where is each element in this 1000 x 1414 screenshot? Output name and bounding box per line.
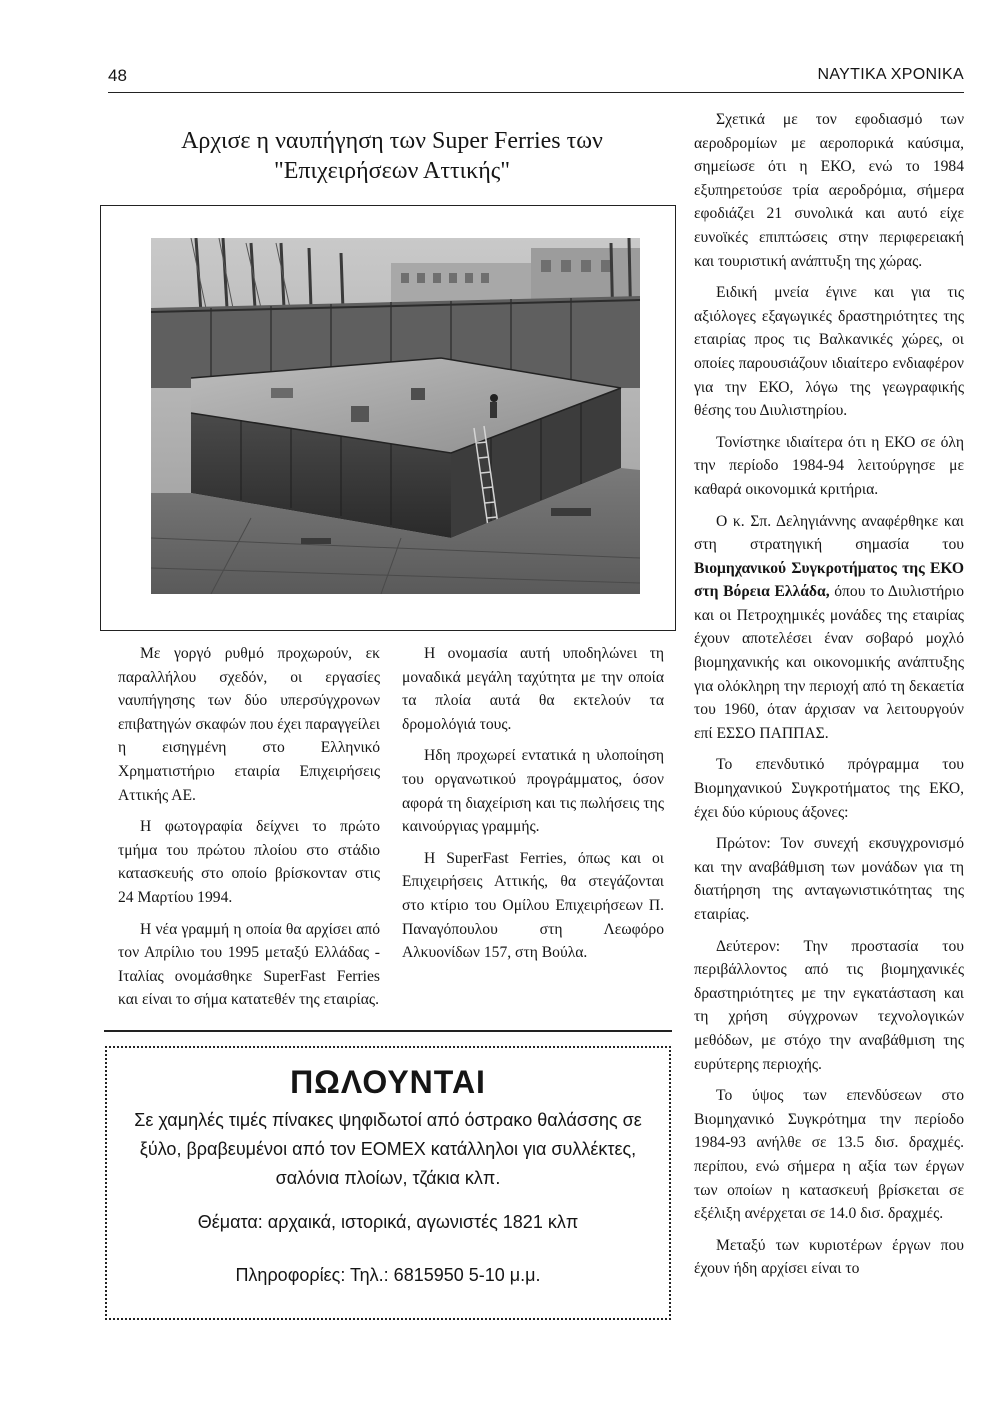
article-paragraph: Το επενδυτικό πρόγραμμα του Βιομηχανικού Συγκροτήματος της ΕΚΟ, έχει δύο κύριους άξονες: — [694, 756, 964, 821]
article-paragraph: Η νέα γραμμή η οποία θα αρχίσει από τον Απρίλιο του 1995 μεταξύ Ελλάδας - Ιταλίας ονομάσθηκε SuperFast Ferries και είναι το σήμα κατατεθέν της εταιρίας. — [118, 920, 380, 1009]
article-column-1 — [118, 642, 380, 1020]
paragraph-text: όπου το Διυλιστήριο και οι Πετροχημικές μονάδες της εταιρίας έχουν αποτελέσει έναν σοβαρό μοχλό βιομηχανικής και οικονομικής ανάπτυξης για ολόκληρη την περιοχή από τη δεκαετία του 1960, όταν άρχισαν να λειτουργούν επί ΕΣΣΟ ΠΑΠΠΑΣ. — [694, 583, 965, 742]
article-paragraph: Τονίστηκε ιδιαίτερα ότι η ΕΚΟ σε όλη την περίοδο 1984-94 λειτούργησε με καθαρά οικονομικά κριτήρια. — [694, 433, 964, 498]
article-column-2 — [402, 642, 664, 973]
article-paragraph: Η SuperFast Ferries, όπως και οι Επιχειρήσεις Αττικής, θα στεγάζονται στο κτίριο του Ομίλου Επιχειρήσεων Π. Παναγόπουλου στη Λεωφόρο Αλκυονίδων 157, στη Βούλα. — [402, 849, 664, 962]
classified-advert — [105, 1046, 671, 1320]
article-paragraph: Μεταξύ των κυριοτέρων έργων που έχουν ήδη αρχίσει είναι το — [694, 1236, 964, 1278]
shipyard-photo — [151, 238, 640, 594]
paragraph-text: Ο κ. Σπ. Δεληγιάννης αναφέρθηκε και στη στρατηγική σημασία του — [694, 512, 964, 554]
advert-topics: Θέματα: αρχαικά, ιστορικά, αγωνιστές 1821 κλπ — [197, 1212, 579, 1232]
running-head: ΝΑΥΤΙΚΑ ΧΡΟΝΙΚΑ — [817, 66, 964, 83]
article-paragraph: Ηδη προχωρεί εντατικά η υλοποίηση του οργανωτικού προγράμματος, όσον αφορά τη διαχείριση και τις πωλήσεις της καινούργιας γραμμής. — [402, 747, 664, 836]
advert-body: Σε χαμηλές τιμές πίνακες ψηφιδωτοί από όστρακο θαλάσσης σε ξύλο, βραβευμένοι από τον ΕΟΜΕΧ κατάλληλοι για συλλέκτες, σαλόνια πλοίων, τζάκια κλπ. — [134, 1110, 642, 1188]
article-paragraph: Ειδική μνεία έγινε και για τις αξιόλογες εξαγωγικές δραστηριότητες της εταιρίας προς τις Βαλκανικές χώρες, οι οποίες παρουσιάζουν ιδιαίτερο ενδιαφέρον για την ΕΚΟ, λόγω της γεωγραφικής θέσης του Διυλιστηρίου. — [694, 284, 964, 420]
article-headline — [108, 126, 676, 186]
emphasized-text: Βιομηχανικού Συγκροτήματος της ΕΚΟ στη Βόρεια Ελλάδα, — [694, 559, 964, 601]
continued-article-column — [694, 108, 964, 1289]
advert-divider — [104, 1030, 672, 1032]
advert-contact: Πληροφορίες: Τηλ.: 6815950 5-10 μ.μ. — [235, 1265, 541, 1285]
article-paragraph — [694, 510, 964, 746]
article-paragraph: Η φωτογραφία δείχνει το πρώτο τμήμα του πρώτου πλοίου στο στάδιο κατασκευής στο οποίο βρίσκονταν στις 24 Μαρτίου 1994. — [118, 818, 380, 906]
page-number: 48 — [108, 66, 127, 85]
article-paragraph: Πρώτον: Τον συνεχή εκσυγχρονισμό και την αναβάθμιση των μονάδων για τη διατήρηση της ανταγωνιστικότητας της εταιρίας. — [694, 835, 964, 923]
header-rule — [108, 92, 964, 93]
advert-title: ΠΩΛΟΥΝΤΑΙ — [290, 1064, 486, 1100]
article-paragraph: Η ονομασία αυτή υποδηλώνει τη μοναδικά μεγάλη ταχύτητα με την οποία τα πλοία αυτά θα εκτελούν τα δρομολόγιά τους. — [402, 645, 664, 733]
headline-line-2: "Επιχειρήσεων Αττικής" — [273, 158, 511, 184]
article-paragraph: Δεύτερον: Την προστασία του περιβάλλοντος από τις βιομηχανικές δραστηριότητες με την εγκατάσταση και τη χρήση σύγχρονων τεχνολογικών μεθόδων, με στόχο την αναβάθμιση της ευρύτερης περιοχής. — [694, 937, 964, 1073]
photo-frame — [100, 205, 676, 631]
article-paragraph: Με γοργό ρυθμό προχωρούν, εκ παραλλήλου σχεδόν, οι εργασίες ναυπήγησης των δύο υπερσύγχρονων επιβατηγών σκαφών που έχει παραγγείλει η εισηγμένη στο Ελληνικό Χρηματιστήριο εταιρία Επιχειρήσεις Αττικής ΑΕ. — [118, 645, 380, 804]
article-paragraph: Το ύψος των επενδύσεων στο Βιομηχανικό Συγκρότημα την περίοδο 1984-93 ανήλθε σε 13.5 δισ. δραχμές. περίπου, ενώ σήμερα η αξία των έργων των οποίων η κατασκευή βρίσκεται σε εξέλιξη ανέρχεται σε 14.0 δισ. δραχμές. — [694, 1087, 964, 1223]
headline-line-1: Αρχισε η ναυπήγηση των Super Ferries των — [181, 128, 603, 154]
article-paragraph: Σχετικά με τον εφοδιασμό των αεροδρομίων με αεροπορικά καύσιμα, σημείωσε ότι η ΕΚΟ, ενώ το 1984 εξυπηρετούσε τρία αεροδρόμια, σήμερα εφοδιάζει 21 συνολικά και αυτό είχε ευνοϊκές επιπτώσεις στην περιφερειακή και τουριστική ανάπτυξη της χώρας. — [694, 111, 964, 270]
shipyard-photo-drawing — [151, 238, 640, 594]
